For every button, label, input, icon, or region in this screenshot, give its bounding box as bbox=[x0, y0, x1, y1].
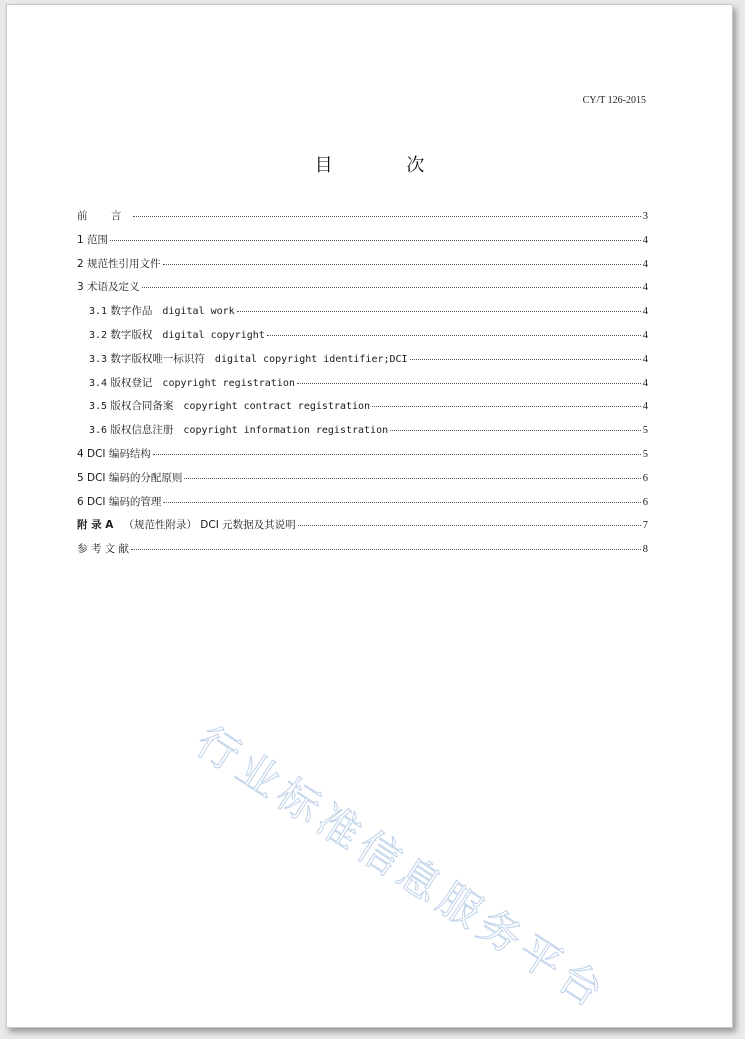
toc-page-number: 4 bbox=[642, 234, 648, 246]
toc-leader-dots bbox=[390, 430, 641, 431]
toc-entry-normative-references[interactable] bbox=[77, 256, 648, 280]
toc-entry-title-en: digital copyright identifier;DCI bbox=[214, 353, 408, 365]
document-code: CY/T 126-2015 bbox=[582, 95, 646, 106]
toc-entry-label bbox=[89, 398, 370, 413]
watermark: 行业标准信息服务平台 bbox=[187, 716, 617, 1020]
toc-leader-dots bbox=[110, 240, 641, 241]
toc-entry-3-3[interactable] bbox=[77, 351, 648, 375]
toc-entry-label: 3 术语及定义 bbox=[77, 281, 140, 294]
toc-entry-3-1[interactable] bbox=[77, 303, 648, 327]
toc-entry-number: 3.1 bbox=[89, 306, 108, 318]
toc-page-number: 4 bbox=[642, 282, 648, 294]
toc-page-number: 4 bbox=[642, 306, 648, 318]
toc-entry-dci-allocation[interactable] bbox=[77, 470, 648, 494]
toc-entry-label: 4 DCI 编码结构 bbox=[77, 447, 151, 460]
toc-entry-label: 1 范围 bbox=[77, 233, 109, 246]
toc-leader-dots bbox=[410, 359, 641, 360]
toc-entry-title-cn: 版权登记 bbox=[110, 376, 153, 389]
toc-entry-appendix-a[interactable] bbox=[77, 517, 648, 541]
toc-entry-number: 3.6 bbox=[89, 425, 108, 437]
toc-entry-title-cn: （规范性附录） DCI 元数据及其说明 bbox=[123, 519, 296, 532]
toc-page-number: 4 bbox=[642, 258, 648, 270]
toc-entry-dci-structure[interactable] bbox=[77, 446, 648, 470]
toc-leader-dots bbox=[184, 478, 640, 479]
toc-entry-label bbox=[77, 517, 296, 532]
toc-entry-bibliography[interactable] bbox=[77, 541, 648, 565]
toc-entry-title-en: digital work bbox=[162, 306, 235, 318]
toc-leader-dots bbox=[267, 335, 641, 336]
toc-entry-title-cn: 数字版权唯一标识符 bbox=[110, 352, 205, 365]
toc-entry-3-6[interactable] bbox=[77, 422, 648, 446]
toc-entry-title-en: copyright information registration bbox=[183, 425, 389, 437]
toc-leader-dots bbox=[133, 216, 640, 217]
toc-page-number: 8 bbox=[642, 544, 648, 556]
toc-entry-label bbox=[89, 375, 295, 390]
toc-entry-title-en: digital copyright bbox=[162, 329, 265, 341]
toc-appendix-prefix: 附 录 A bbox=[77, 519, 114, 532]
toc-page-number: 6 bbox=[642, 472, 648, 484]
toc-entry-label bbox=[89, 422, 388, 437]
toc-leader-dots bbox=[163, 264, 641, 265]
toc-leader-dots bbox=[297, 383, 641, 384]
toc-entry-number: 3.3 bbox=[89, 353, 108, 365]
toc-page-number: 4 bbox=[642, 353, 648, 365]
toc-leader-dots bbox=[237, 311, 641, 312]
toc-entry-label: 5 DCI 编码的分配原则 bbox=[77, 471, 183, 484]
toc-entry-dci-management[interactable] bbox=[77, 494, 648, 518]
document-page bbox=[6, 4, 733, 1028]
toc-entry-title-cn: 数字版权 bbox=[110, 328, 153, 341]
toc-entry-number: 3.5 bbox=[89, 401, 108, 413]
toc-entry-label bbox=[89, 303, 235, 318]
toc-entry-label: 2 规范性引用文件 bbox=[77, 257, 161, 270]
toc-entry-foreword[interactable] bbox=[77, 208, 648, 232]
table-of-contents bbox=[77, 208, 648, 565]
toc-entry-title-en: copyright contract registration bbox=[183, 401, 371, 413]
toc-page-number: 6 bbox=[642, 496, 648, 508]
toc-entry-title-cn: 版权信息注册 bbox=[110, 424, 174, 437]
toc-entry-scope[interactable] bbox=[77, 232, 648, 256]
toc-entry-label bbox=[89, 327, 265, 342]
toc-page-number: 4 bbox=[642, 377, 648, 389]
toc-entry-label: 6 DCI 编码的管理 bbox=[77, 495, 162, 508]
toc-entry-label: 参 考 文 献 bbox=[77, 543, 130, 556]
toc-page-number: 5 bbox=[642, 448, 648, 460]
toc-leader-dots bbox=[153, 454, 641, 455]
toc-page-number: 5 bbox=[642, 425, 648, 437]
toc-entry-terms[interactable] bbox=[77, 279, 648, 303]
toc-page-number: 4 bbox=[642, 329, 648, 341]
toc-page-number: 3 bbox=[642, 211, 648, 222]
toc-page-number: 4 bbox=[642, 401, 648, 413]
toc-entry-number: 3.4 bbox=[89, 377, 108, 389]
toc-entry-label: 前 言 bbox=[77, 210, 132, 222]
toc-leader-dots bbox=[298, 525, 641, 526]
toc-entry-number: 3.2 bbox=[89, 329, 108, 341]
toc-entry-title-cn: 数字作品 bbox=[110, 305, 153, 318]
toc-entry-label bbox=[89, 351, 408, 366]
toc-leader-dots bbox=[131, 549, 641, 550]
toc-entry-title-en: copyright registration bbox=[162, 377, 295, 389]
toc-entry-title-cn: 版权合同备案 bbox=[110, 400, 174, 413]
toc-leader-dots bbox=[142, 287, 641, 288]
toc-leader-dots bbox=[163, 502, 640, 503]
toc-entry-3-2[interactable] bbox=[77, 327, 648, 351]
toc-entry-3-4[interactable] bbox=[77, 375, 648, 399]
toc-title: 目 次 bbox=[314, 155, 459, 176]
toc-entry-3-5[interactable] bbox=[77, 398, 648, 422]
toc-page-number: 7 bbox=[642, 520, 648, 532]
toc-leader-dots bbox=[372, 406, 641, 407]
